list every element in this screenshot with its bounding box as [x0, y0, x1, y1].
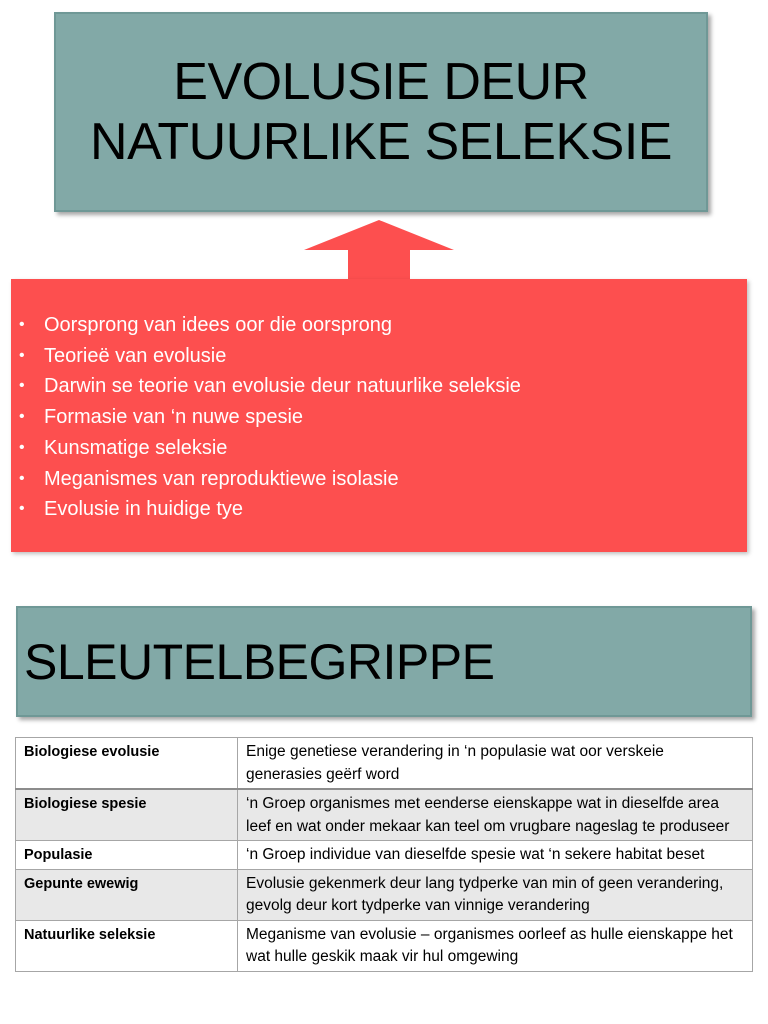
bullet-icon: • [19, 316, 25, 333]
topic-text: Kunsmatige seleksie [44, 436, 228, 459]
table-row [16, 789, 753, 841]
topic-text: Oorsprong van idees oor die oorsprong [44, 314, 392, 336]
term-cell: Biologiese evolusie [16, 738, 238, 790]
topic-item [11, 402, 747, 433]
title-banner [54, 12, 708, 212]
term-cell: Populasie [16, 841, 238, 870]
topic-item [11, 464, 747, 495]
definition-cell: ‘n Groep individue van dieselfde spesie wat ‘n sekere habitat beset [238, 841, 753, 870]
term-cell: Biologiese spesie [16, 789, 238, 841]
table-row [16, 841, 753, 870]
topics-box [11, 279, 747, 552]
bullet-icon: • [19, 346, 25, 364]
bullet-icon: • [19, 469, 25, 487]
topic-item [11, 310, 747, 341]
key-concepts-heading: SLEUTELBEGRIPPE [24, 633, 495, 690]
definition-cell: Evolusie gekenmerk deur lang tydperke van min of geen verandering, gevolg deur kort tydperke van vinnige verandering [238, 869, 753, 920]
up-arrow-icon [304, 220, 454, 282]
definition-cell: Enige genetiese verandering in ‘n populasie wat oor verskeie generasies geërf word [238, 738, 753, 790]
topic-text: Meganismes van reproduktiewe isolasie [44, 467, 399, 490]
key-concepts-table [15, 737, 753, 972]
term-cell: Natuurlike seleksie [16, 920, 238, 971]
table-row [16, 738, 753, 790]
title-line-2: NATUURLIKE SELEKSIE [90, 113, 672, 171]
topic-text: Evolusie in huidige tye [44, 498, 244, 521]
term-cell: Gepunte ewewig [16, 869, 238, 920]
bullet-icon: • [19, 438, 25, 456]
title-line-1: EVOLUSIE DEUR [173, 53, 589, 111]
topic-item [11, 371, 747, 402]
topic-item [11, 341, 747, 372]
topic-text: Formasie van ‘n nuwe spesie [44, 406, 304, 429]
table-row [16, 869, 753, 920]
definition-cell: Meganisme van evolusie – organismes oorleef as hulle eienskappe het wat hulle geskik maak vir hul omgewing [238, 920, 753, 971]
topic-item [11, 433, 747, 464]
key-concepts-banner [16, 606, 752, 717]
bullet-icon: • [19, 408, 25, 426]
bullet-icon: • [19, 377, 25, 395]
definition-cell: ‘n Groep organismes met eenderse eienskappe wat in dieselfde area leef en wat onder mekaar kan teel om vrugbare nageslag te produseer [238, 789, 753, 841]
table-row [16, 920, 753, 971]
topic-item [11, 494, 747, 525]
bullet-icon: • [19, 500, 25, 518]
topic-text: Darwin se teorie van evolusie deur natuurlike seleksie [44, 375, 521, 398]
topics-list [11, 310, 747, 525]
topic-text: Teorieë van evolusie [44, 344, 227, 367]
